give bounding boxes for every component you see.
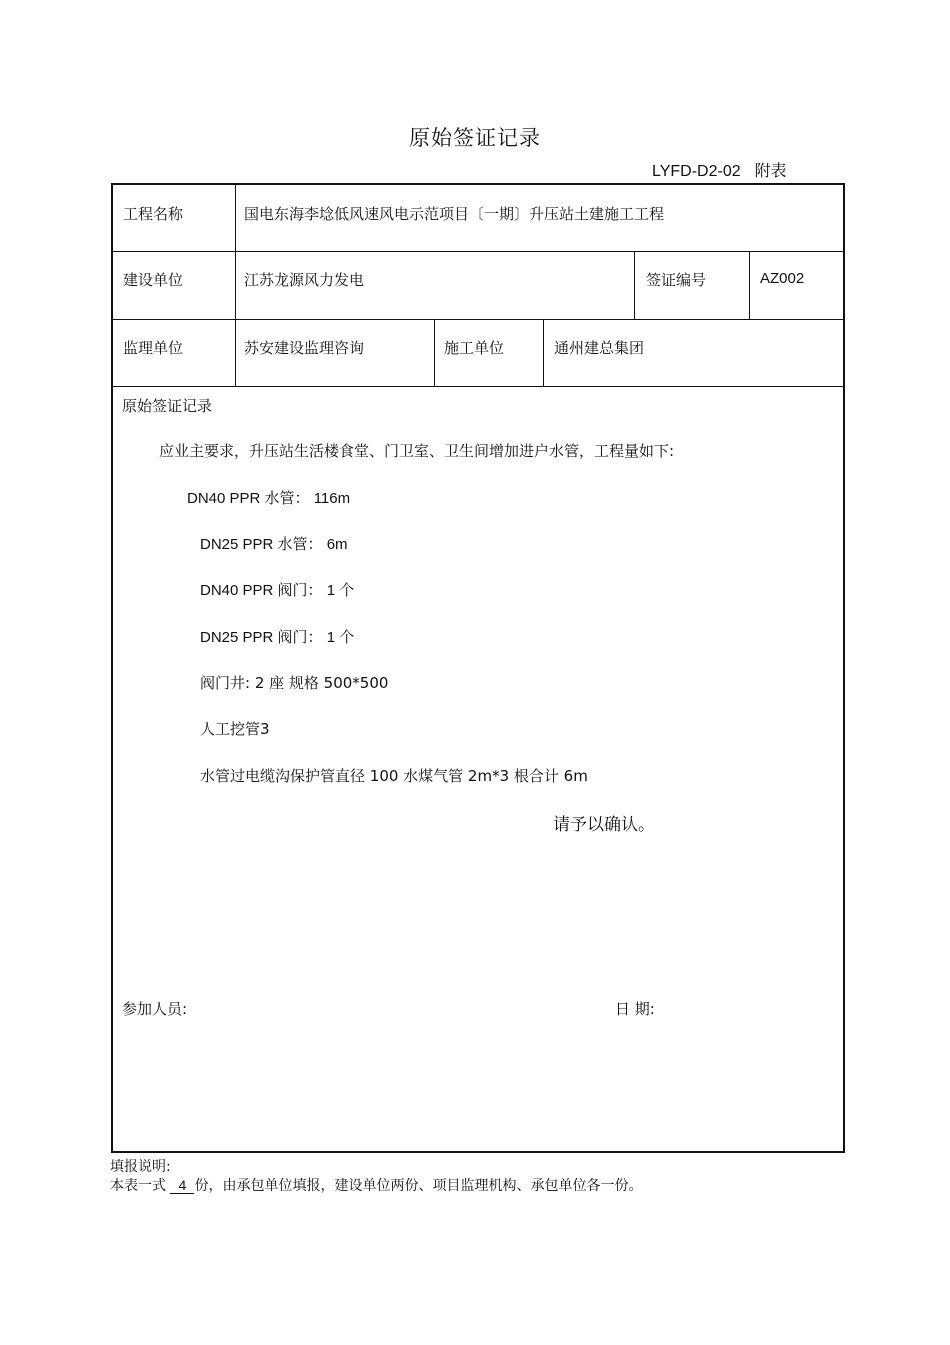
fill-notes-heading: 填报说明: [110, 1159, 171, 1175]
visa-form-table [111, 183, 845, 1153]
record-item: DN40 PPR 水管： 116m [187, 490, 351, 507]
visa-number-label: 签证编号 [646, 271, 707, 289]
form-code [652, 158, 787, 181]
row-divider [113, 251, 843, 252]
fill-notes-suffix: 份，由承包单位填报，建设单位两份、项目监理机构、承包单位各一份。 [194, 1178, 643, 1194]
record-item: 阀门井: 2 座 规格 500*500 [200, 674, 389, 692]
column-divider [749, 251, 750, 319]
record-item: 人工挖管3 [200, 720, 270, 738]
participants-label: 参加人员: [122, 1000, 188, 1018]
column-divider [434, 319, 435, 386]
column-divider [235, 185, 236, 386]
builder-label: 建设单位 [123, 271, 184, 289]
supervisor-value: 苏安建设监理咨询 [244, 339, 365, 357]
contractor-value: 通州建总集团 [554, 339, 645, 357]
row-divider [113, 386, 843, 387]
column-divider [634, 251, 635, 319]
date-label: 日 期: [615, 1000, 655, 1018]
record-intro: 应业主要求，升压站生活楼食堂、门卫室、卫生间增加进户水管，工程量如下: [159, 442, 675, 460]
project-name-value: 国电东海李埝低风速风电示范项目〔一期〕升压站土建施工工程 [244, 205, 665, 223]
builder-value: 江苏龙源风力发电 [244, 271, 365, 289]
supervisor-label: 监理单位 [123, 339, 184, 357]
confirm-request: 请予以确认。 [553, 815, 655, 835]
fill-notes-prefix: 本表一式 [110, 1178, 166, 1194]
copies-count: 4 [170, 1178, 194, 1194]
record-item: DN25 PPR 阀门： 1 个 [200, 629, 355, 646]
project-name-label: 工程名称 [123, 205, 184, 223]
column-divider [543, 319, 544, 386]
form-code-number: LYFD-D2-02 [652, 163, 741, 180]
record-item: DN25 PPR 水管： 6m [200, 536, 348, 553]
row-divider [113, 319, 843, 320]
record-item: DN40 PPR 阀门： 1 个 [200, 582, 355, 599]
record-item: 水管过电缆沟保护管直径 100 水煤气管 2m*3 根合计 6m [200, 767, 588, 785]
document-title: 原始签证记录 [409, 126, 541, 150]
contractor-label: 施工单位 [444, 339, 505, 357]
record-heading: 原始签证记录 [122, 397, 213, 415]
visa-number-value: AZ002 [760, 270, 805, 287]
form-code-suffix: 附表 [754, 161, 787, 180]
fill-notes-line [110, 1175, 642, 1195]
